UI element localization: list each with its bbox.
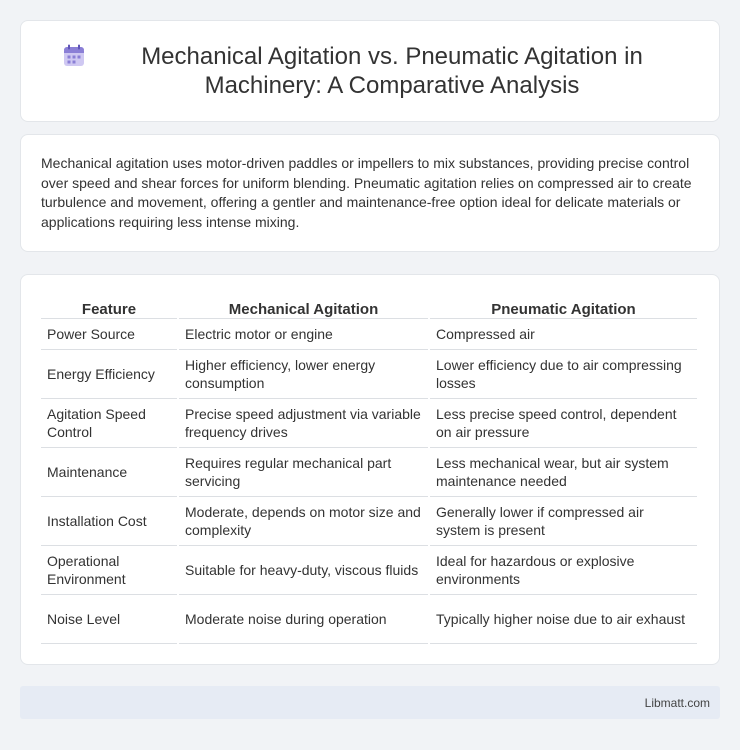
page-title: Mechanical Agitation vs. Pneumatic Agitation in Machinery: A Comparative Analysis — [141, 43, 643, 99]
comparison-card — [20, 274, 720, 665]
mechanical-cell: Electric motor or engine — [179, 319, 428, 350]
feature-cell: Maintenance — [41, 448, 177, 497]
pneumatic-cell: Generally lower if compressed air system is present — [430, 497, 697, 546]
table-row — [41, 448, 697, 497]
mechanical-cell: Suitable for heavy-duty, viscous fluids — [179, 546, 428, 595]
feature-cell: Power Source — [41, 319, 177, 350]
pneumatic-cell: Less precise speed control, dependent on air pressure — [430, 399, 697, 448]
feature-cell: Agitation Speed Control — [41, 399, 177, 448]
pneumatic-cell: Lower efficiency due to air compressing losses — [430, 350, 697, 399]
mechanical-cell: Precise speed adjustment via variable frequency drives — [179, 399, 428, 448]
footer-site-link[interactable]: Libmatt.com — [644, 695, 710, 710]
mechanical-cell: Requires regular mechanical part servicing — [179, 448, 428, 497]
table-row — [41, 497, 697, 546]
intro-paragraph: Mechanical agitation uses motor-driven paddles or impellers to mix substances, providing precise control over speed and shear forces for uniform blending. Pneumatic agitation relies on compressed air to create turbulence and movement, offering a gentler and maintenance-free option ideal for delicate materials or applications requiring less intense mixing. — [41, 155, 692, 230]
mechanical-cell: Higher efficiency, lower energy consumption — [179, 350, 428, 399]
pneumatic-cell: Typically higher noise due to air exhaust — [430, 595, 697, 644]
table-row — [41, 399, 697, 448]
feature-cell: Installation Cost — [41, 497, 177, 546]
feature-cell: Operational Environment — [41, 546, 177, 595]
mechanical-cell: Moderate noise during operation — [179, 595, 428, 644]
calendar-icon — [61, 43, 87, 69]
title-card — [20, 20, 720, 122]
table-row — [41, 595, 697, 644]
header-mechanical: Mechanical Agitation — [179, 297, 428, 319]
comparison-table — [39, 297, 699, 644]
pneumatic-cell: Less mechanical wear, but air system maintenance needed — [430, 448, 697, 497]
mechanical-cell: Moderate, depends on motor size and complexity — [179, 497, 428, 546]
feature-cell: Noise Level — [41, 595, 177, 644]
intro-card — [20, 134, 720, 252]
table-row — [41, 350, 697, 399]
table-header-row — [41, 297, 697, 319]
header-feature: Feature — [41, 297, 177, 319]
table-row — [41, 546, 697, 595]
header-pneumatic: Pneumatic Agitation — [430, 297, 697, 319]
pneumatic-cell: Compressed air — [430, 319, 697, 350]
table-row — [41, 319, 697, 350]
footer — [20, 686, 720, 719]
pneumatic-cell: Ideal for hazardous or explosive environments — [430, 546, 697, 595]
feature-cell: Energy Efficiency — [41, 350, 177, 399]
